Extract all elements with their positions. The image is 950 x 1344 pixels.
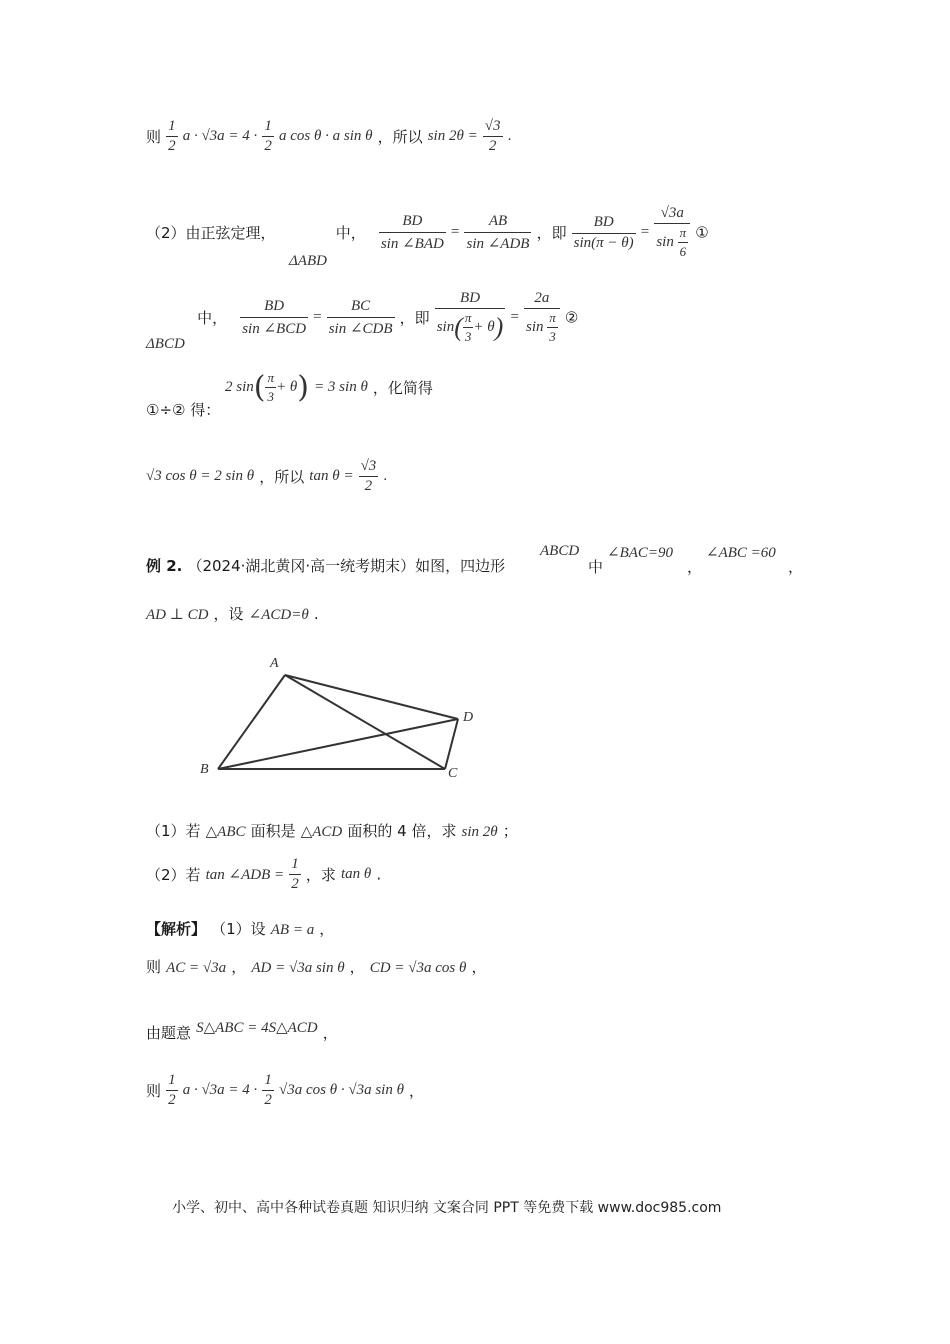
jiexi-label: 【解析】 <box>146 920 207 938</box>
angle-abc: ∠ABC =60 <box>706 545 776 561</box>
expr-left: a · √3a = 4 · <box>182 128 258 144</box>
triangle-abd-label: ΔABD <box>289 253 327 269</box>
line-part1-conclusion <box>146 118 511 155</box>
sin2theta-expr: sin 2θ = <box>427 128 478 144</box>
segment-bd <box>218 719 458 769</box>
area-equation: S△ABC = 4S△ACD <box>196 1020 318 1036</box>
segment-ab <box>218 675 285 769</box>
fraction-ab-sinadb: $\frac{AB}{\text{sin ∠ADB}}$ <box>466 212 530 252</box>
circled-1: ① <box>695 223 709 242</box>
tan-theta-expr: tan θ = <box>309 468 354 484</box>
suoyi-label: ，所以 <box>377 128 423 146</box>
segment-ad <box>285 675 458 719</box>
question-1: （1）若 △ABC 面积是 △ACD 面积的 4 倍，求 sin 2θ ； <box>146 822 518 840</box>
example-source: （2024·湖北黄冈·高一统考期末）如图，四边形 <box>187 557 506 575</box>
line-tan-conclusion: √3 cos θ = 2 sin θ ，所以 tan θ = $\frac{√3}{2}$ . <box>146 458 388 494</box>
vertex-a-label: A <box>270 656 279 671</box>
quadrilateral-figure <box>190 645 490 785</box>
example2-line2: AD ⊥ CD ，设 ∠ACD=θ . <box>146 605 319 623</box>
line-part2-bcd: 中， $\frac{BD}{\text{sin ∠BCD}}$ = $\frac{BC}{\text{sin ∠CDB}}$ ，即 BD sin( $\frac{\pi}{3}$ + θ) = 2a sin $\frac{\pi}{3}$ ② <box>197 290 579 344</box>
circled-2: ② <box>564 308 579 327</box>
example2-header <box>146 555 505 576</box>
part2-intro: （2）由正弦定理， <box>146 224 276 242</box>
vertex-b-label: B <box>200 762 209 777</box>
solution-line-1: 【解析】 （1）设 AB = a ， <box>146 920 335 938</box>
triangle-bcd-label: ΔBCD <box>146 336 185 352</box>
simplified-eq: √3 cos θ = 2 sin θ <box>146 468 255 484</box>
vertex-c-label: C <box>448 766 458 781</box>
question-2: （2）若 tan ∠ADB = $\frac{1}{2}$ ，求 tan θ . <box>146 856 382 892</box>
expr-right: a cos θ · a sin θ <box>279 128 373 144</box>
sqrt3-over-2: $\frac{√3}{2}$ <box>484 118 501 154</box>
line-part2-abd: （2）由正弦定理， 中， $\frac{BD}{\text{sin ∠BAD}}$ = $\frac{AB}{\text{sin ∠ADB}}$ ，即 $\frac{BD}{\sin(\pi - \theta)}$ = √3a sin $\frac{\pi}{6}$ ① <box>146 205 709 259</box>
half-fraction: $\frac{1}{2}$ <box>168 118 176 154</box>
fraction-sqrt3a-sinpi6: √3a sin $\frac{\pi}{6}$ <box>654 205 690 260</box>
fraction-bd-sinbad: $\frac{BD}{\text{sin ∠BAD}}$ <box>380 212 444 252</box>
fraction-2a-sinpi3: 2a sin $\frac{\pi}{3}$ <box>524 290 560 345</box>
example-label: 例 2. <box>146 557 183 575</box>
division-equation: 2 sin( $\frac{\pi}{3}$ + θ) = 3 sin θ ，化简得 <box>225 370 433 405</box>
vertex-d-label: D <box>463 710 474 725</box>
fraction-bc-sincdb: $\frac{BC}{\text{sin ∠CDB}}$ <box>328 297 393 337</box>
zhong-label: 中， <box>335 224 366 242</box>
ze-label: 则 <box>146 128 162 146</box>
angle-bac: ∠BAC=90 <box>607 545 674 561</box>
footer-banner: 小学、初中、高中各种试卷真题 知识归纳 文案合同 PPT 等免费下载 www.doc985.com <box>172 1200 722 1216</box>
fraction-bd-sinpi-theta: $\frac{BD}{\sin(\pi - \theta)}$ <box>573 213 634 251</box>
solution-line-4: 则 $\frac{1}{2}$ a · √3a = 4 · $\frac{1}{2}$ √3a cos θ · √3a sin θ ， <box>146 1072 425 1108</box>
segment-ac <box>285 675 445 769</box>
quad-abcd: ABCD <box>540 543 580 559</box>
fraction-bd-sinbcd: $\frac{BD}{\text{sin ∠BCD}}$ <box>242 297 307 337</box>
solution-line-2: 则 AC = √3a ， AD = √3a sin θ ， CD = √3a cos θ ， <box>146 958 487 976</box>
angle-acd: ∠ACD=θ <box>248 607 309 623</box>
ji-label: ，即 <box>536 224 567 242</box>
division-label: ①÷② 得： <box>146 401 221 419</box>
segment-cd <box>445 719 458 769</box>
fraction-bd-sinpi3-theta: BD sin( $\frac{\pi}{3}$ + θ) <box>436 290 504 344</box>
solution-line-3: 由题意 S△ABC = 4S△ACD ， <box>146 1020 338 1042</box>
ad-perp-cd: AD ⊥ CD <box>146 607 209 623</box>
period: . <box>507 128 512 144</box>
half-fraction-2: $\frac{1}{2}$ <box>264 118 272 154</box>
